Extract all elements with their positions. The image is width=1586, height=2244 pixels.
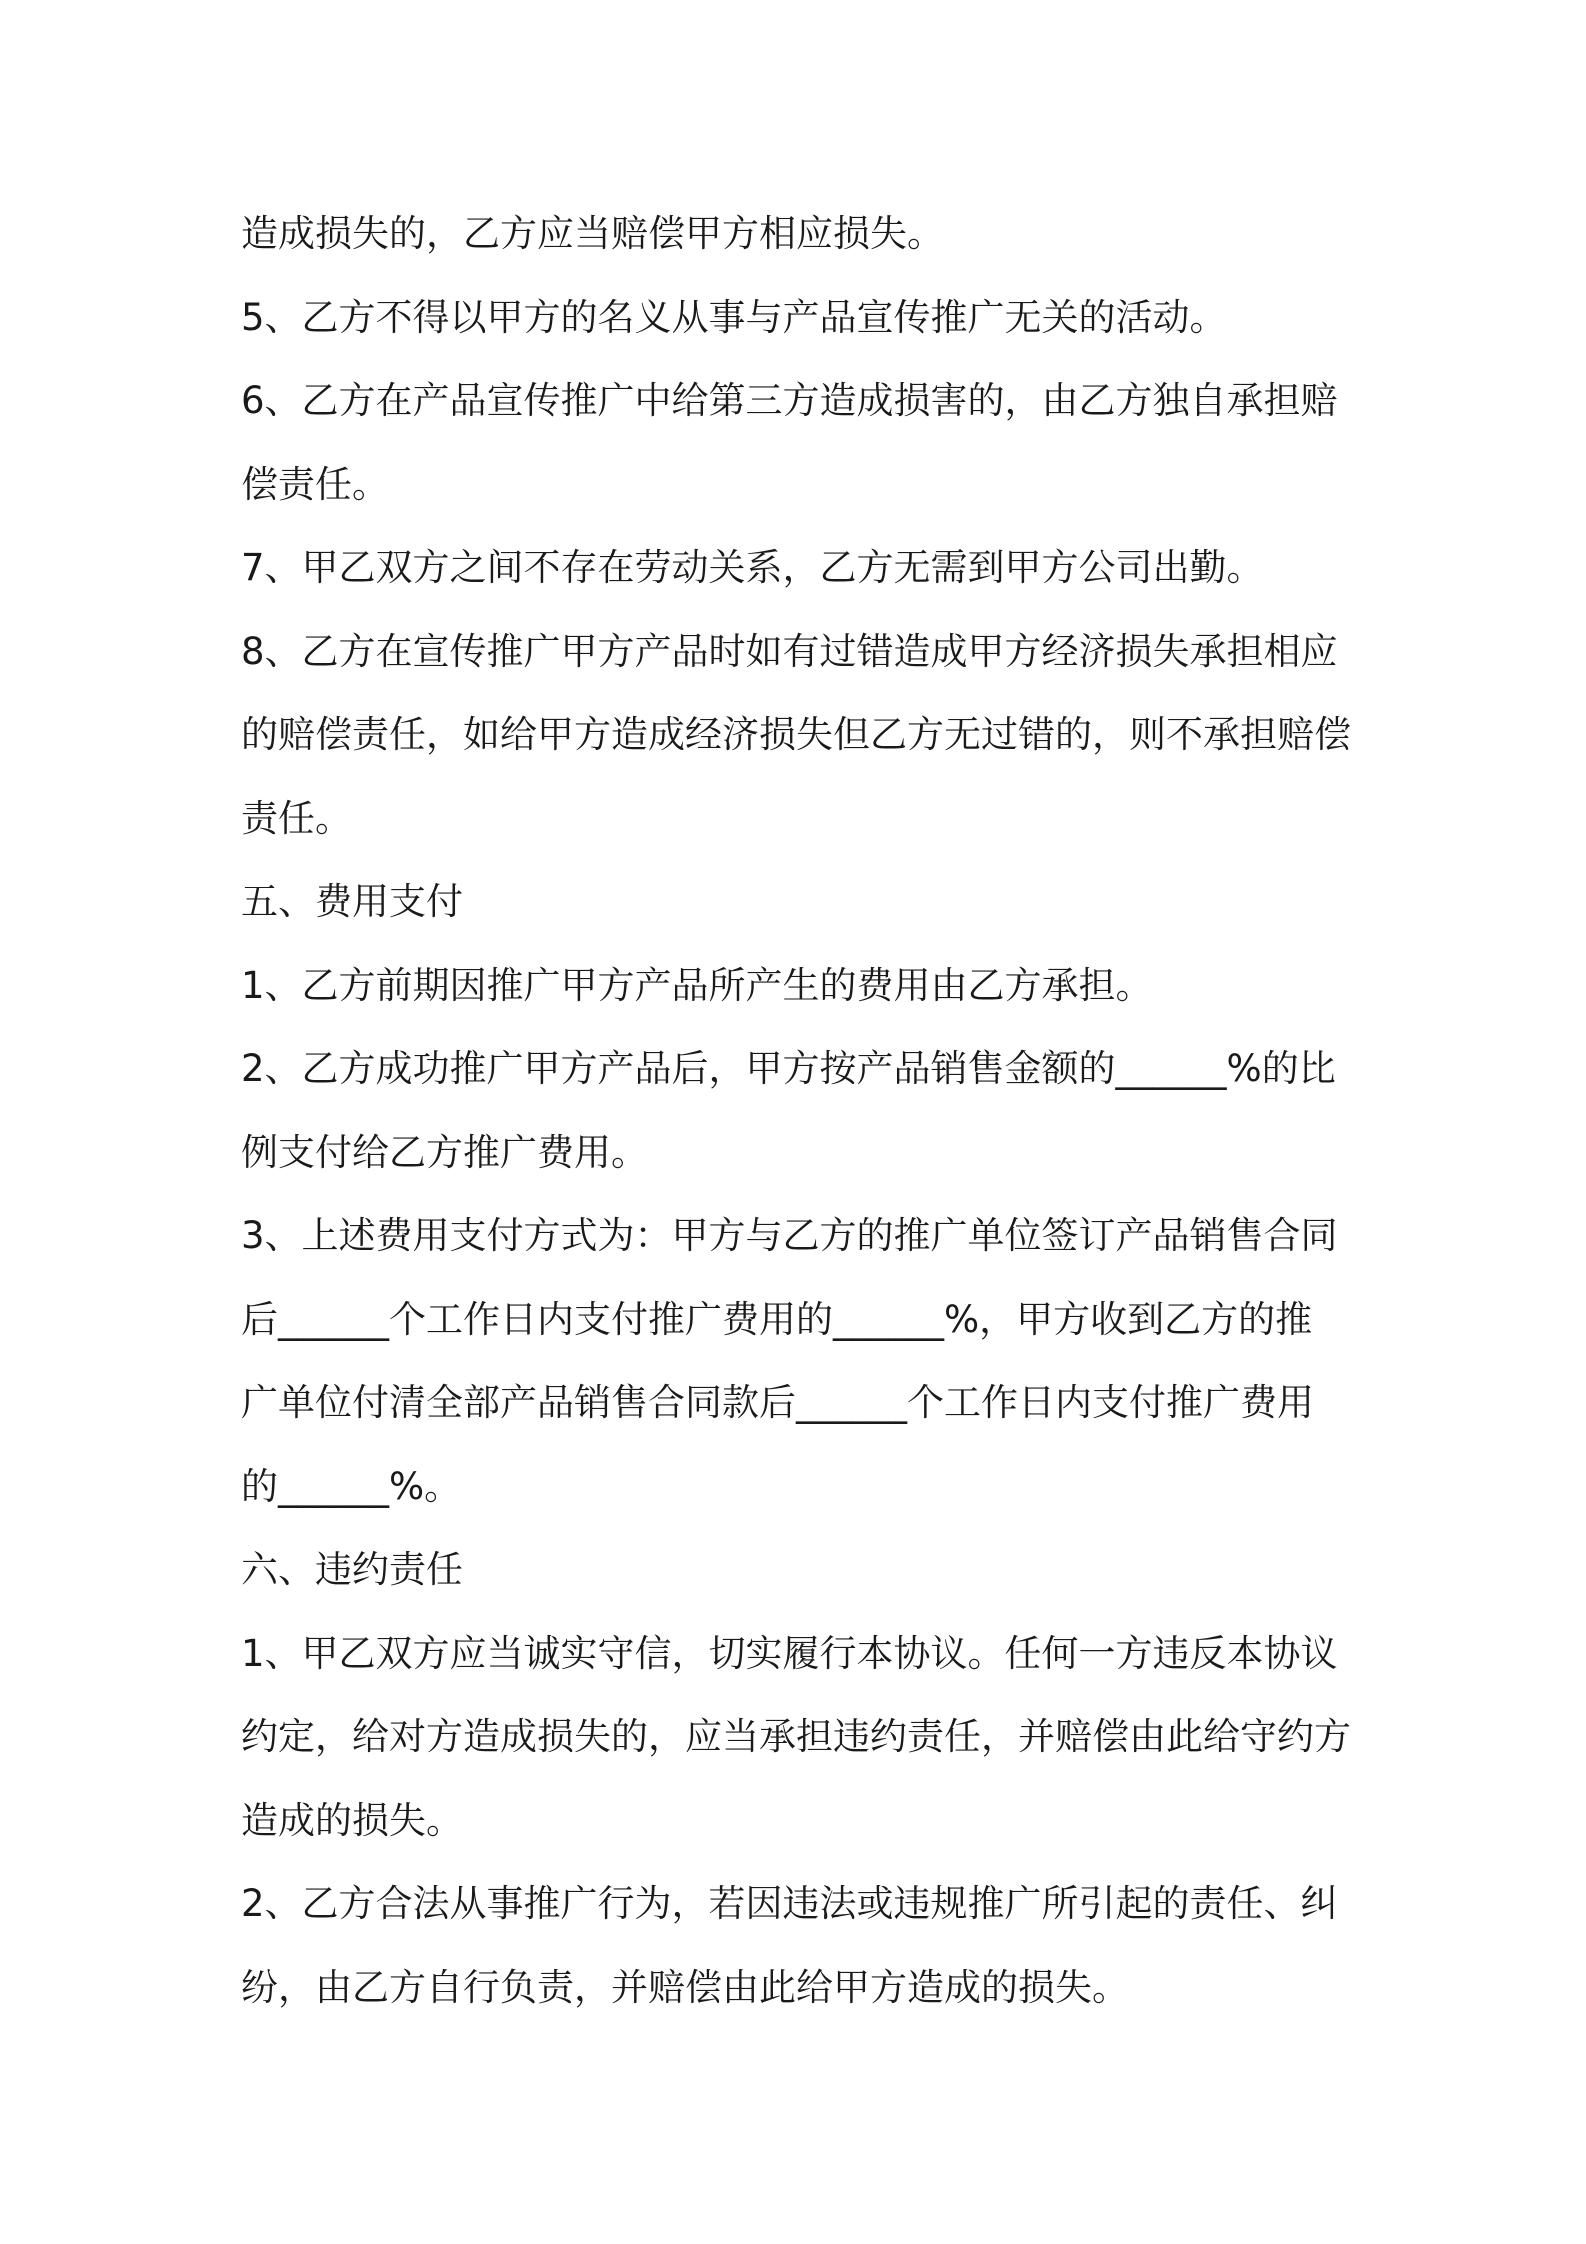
text-line: 的______%。 [241,1464,462,1508]
text-line: 责任。 [241,796,352,840]
text-line: 后______个工作日内支付推广费用的______%，甲方收到乙方的推 [241,1297,1313,1341]
text-line: 5、乙方不得以甲方的名义从事与产品宣传推广无关的活动。 [241,295,1227,339]
text-line: 约定，给对方造成损失的，应当承担违约责任，并赔偿由此给守约方 [241,1715,1351,1758]
text-line: 1、乙方前期因推广甲方产品所产生的费用由乙方承担。 [241,963,1153,1007]
text-line: 3、上述费用支付方式为：甲方与乙方的推广单位签订产品销售合同 [241,1214,1338,1257]
text-line: 纷，由乙方自行负责，并赔偿由此给甲方造成的损失。 [241,1965,1129,2009]
text-line: 6、乙方在产品宣传推广中给第三方造成损害的，由乙方独自承担赔 [241,379,1338,422]
text-line: 2、乙方合法从事推广行为，若因违法或违规推广所引起的责任、纠 [241,1882,1338,1925]
text-line: 8、乙方在宣传推广甲方产品时如有过错造成甲方经济损失承担相应 [241,629,1338,673]
section-heading: 五、费用支付 [241,880,463,923]
text-line: 广单位付清全部产品销售合同款后______个工作日内支付推广费用 [241,1381,1314,1424]
text-line: 造成的损失。 [241,1798,463,1842]
text-line: 1、甲乙双方应当诚实守信，切实履行本协议。任何一方违反本协议 [241,1631,1338,1675]
text-line: 造成损失的，乙方应当赔偿甲方相应损失。 [241,212,944,255]
text-line: 的赔偿责任，如给甲方造成经济损失但乙方无过错的，则不承担赔偿 [241,713,1351,756]
text-line: 7、甲乙双方之间不存在劳动关系，乙方无需到甲方公司出勤。 [241,546,1264,589]
text-line: 2、乙方成功推广甲方产品后，甲方按产品销售金额的______%的比 [241,1047,1336,1090]
text-line: 例支付给乙方推广费用。 [241,1130,648,1174]
document-body [241,192,1356,2029]
text-line: 偿责任。 [241,462,389,506]
section-heading: 六、违约责任 [241,1548,463,1591]
